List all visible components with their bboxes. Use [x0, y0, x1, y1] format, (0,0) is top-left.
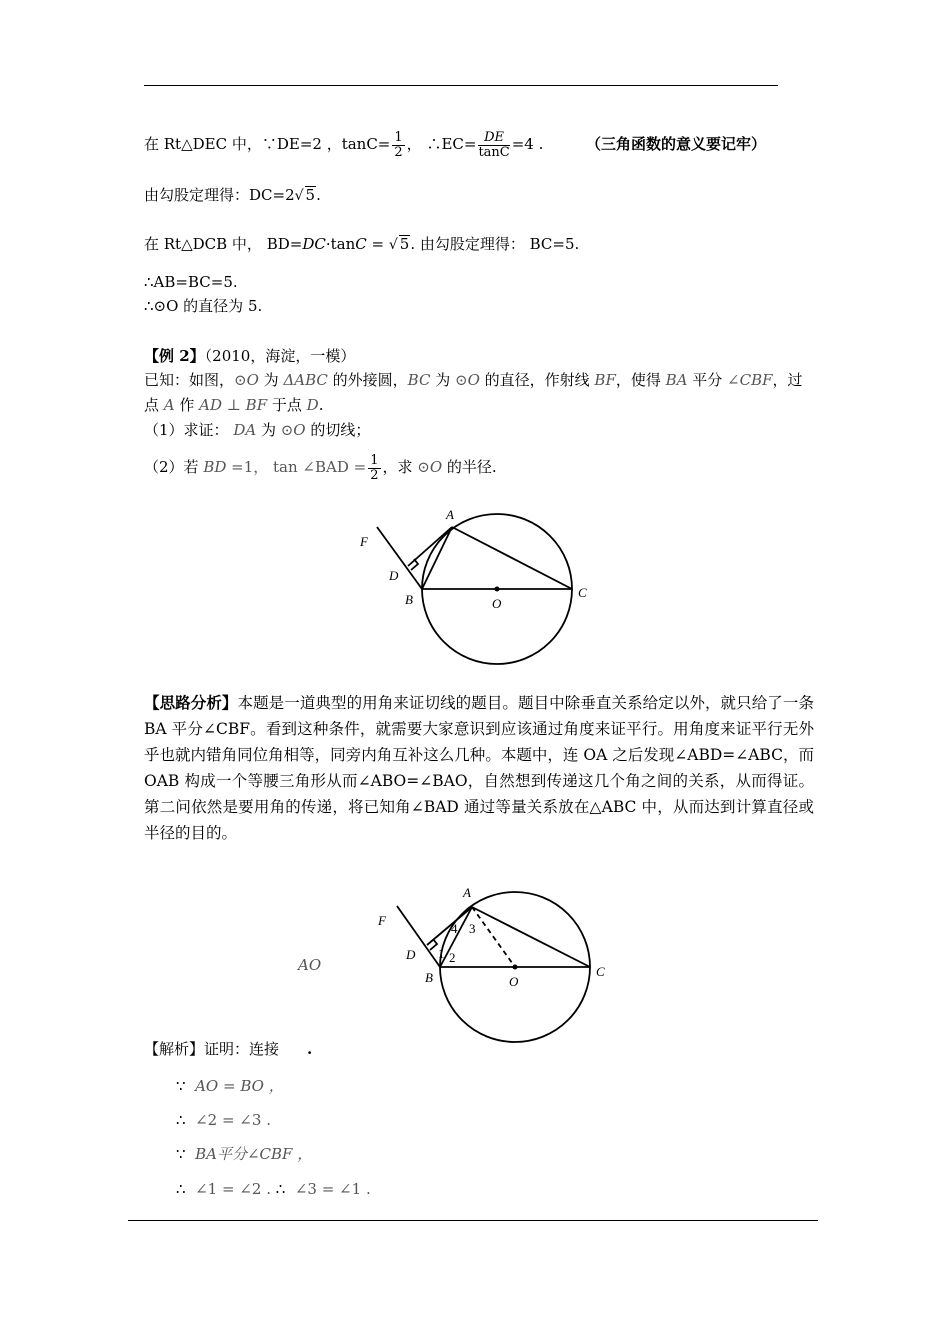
angle-label-2: 2 [449, 950, 456, 965]
header-rule [144, 85, 778, 86]
right-angle-mark [411, 559, 418, 570]
question-2: （2）若 BD =1， tan ∠BAD = $\frac{1}{2}$ ，求 ⊙O 的半径. [144, 452, 497, 483]
chord-ac [452, 527, 572, 589]
analysis-paragraph [144, 690, 814, 846]
step-1: ∵ AO = BO ， [176, 1077, 284, 1095]
figure-1 [350, 500, 610, 670]
ray-bf [377, 527, 422, 589]
chord-ac [472, 907, 590, 967]
label-a: A [463, 885, 471, 900]
chord-ba [422, 527, 452, 589]
figure-2-geometry [397, 892, 590, 1042]
step-3: ∵ BA平分∠CBF ， [176, 1145, 313, 1163]
question-1: （1）求证： DA 为 ⊙O 的切线； [144, 421, 371, 439]
note-trig-meaning: （三角函数的意义要记牢） [586, 135, 767, 153]
label-f: F [360, 534, 368, 549]
label-f: F [378, 913, 386, 928]
stray-ao-label: AO [298, 956, 322, 974]
label-b: B [405, 592, 413, 607]
analysis-title: 【思路分析】 [144, 693, 238, 712]
label-d: D [389, 568, 399, 583]
chord-ba [440, 907, 472, 967]
angle-label-3: 3 [469, 921, 476, 936]
label-b: B [425, 970, 433, 985]
step-2: ∴ ∠2 = ∠3 . [176, 1111, 271, 1129]
label-a: A [446, 507, 454, 522]
label-c: C [596, 964, 605, 979]
label-o: O [492, 596, 502, 611]
sqrt-icon: √ [294, 188, 304, 204]
fraction-de-tanc: $\frac{DE}{\tan C}$ [478, 129, 510, 160]
solution-heading: 【解析】证明：连接 . [144, 1040, 313, 1058]
ray-bf [397, 906, 440, 967]
example-2-heading: 【例 2】（2010，海淀，一模） [144, 347, 356, 365]
angle-label-4: 4 [451, 921, 458, 936]
center-dot [513, 965, 518, 970]
footer-rule [128, 1220, 818, 1221]
fraction-half: $\frac{1}{2}$ [370, 452, 379, 483]
analysis-text: 本题是一道典型的用角来证切线的题目。题目中除垂直关系给定以外，就只给了一条 BA 平分∠CBF。看到这种条件，就需要大家意识到应该通过角度来证平行。用角度来证平行无外乎也就内错角同位角相等，同旁内角互补这么几种。本题中，连 OA 之后发现∠ABD=∠ABC，而 OAB 构成一个等腰三角形从而∠ABO=∠BAO，自然想到传递这几个角之间的关系，从而得证。第二问依然是要用角的传递，将已知角∠BAD 通过等量关系放在△ABC 中，从而达到计算直径或半径的目的。 [144, 694, 814, 842]
problem-line-2: 点 A 作 AD ⊥ BF 于点 D. [144, 396, 324, 414]
line-ab-bc: ∴AB=BC=5. [144, 273, 238, 291]
line-bd: 在 Rt△DCB 中， BD=DC·tanC = √ 5. 由勾股定理得： BC=5. [144, 235, 580, 253]
label-d: D [406, 947, 416, 962]
problem-line-1: 已知：如图，⊙O 为 ΔABC 的外接圆，BC 为 ⊙O 的直径，作射线 BF，使得 BA 平分 ∠CBF，过 [144, 371, 803, 389]
figure-2 [370, 880, 620, 1060]
label-c: C [578, 585, 587, 600]
line-tan-c: 在 Rt△DEC 中，∵DE=2 ，tanC= $\frac{1}{2}$ ， ∴EC= $\frac{DE}{\tan C}$ =4 . [144, 129, 544, 160]
angle-label-1: 1 [438, 946, 445, 961]
label-o: O [509, 974, 519, 989]
step-4: ∴ ∠1 = ∠2 . ∴ ∠3 = ∠1 . [176, 1180, 371, 1198]
center-dot [495, 587, 500, 592]
line-diameter: ∴⊙O 的直径为 5. [144, 297, 263, 315]
radius-oa-dashed [472, 907, 515, 967]
line-tan-c-text: 在 Rt△DEC 中，∵DE=2 ，tanC= [144, 135, 391, 153]
line-dc: 由勾股定理得：DC=2√ 5. [144, 186, 321, 204]
sqrt-icon: √ [388, 237, 398, 253]
figure-1-geometry [377, 514, 572, 664]
fraction-half: $\frac{1}{2}$ [394, 129, 403, 160]
